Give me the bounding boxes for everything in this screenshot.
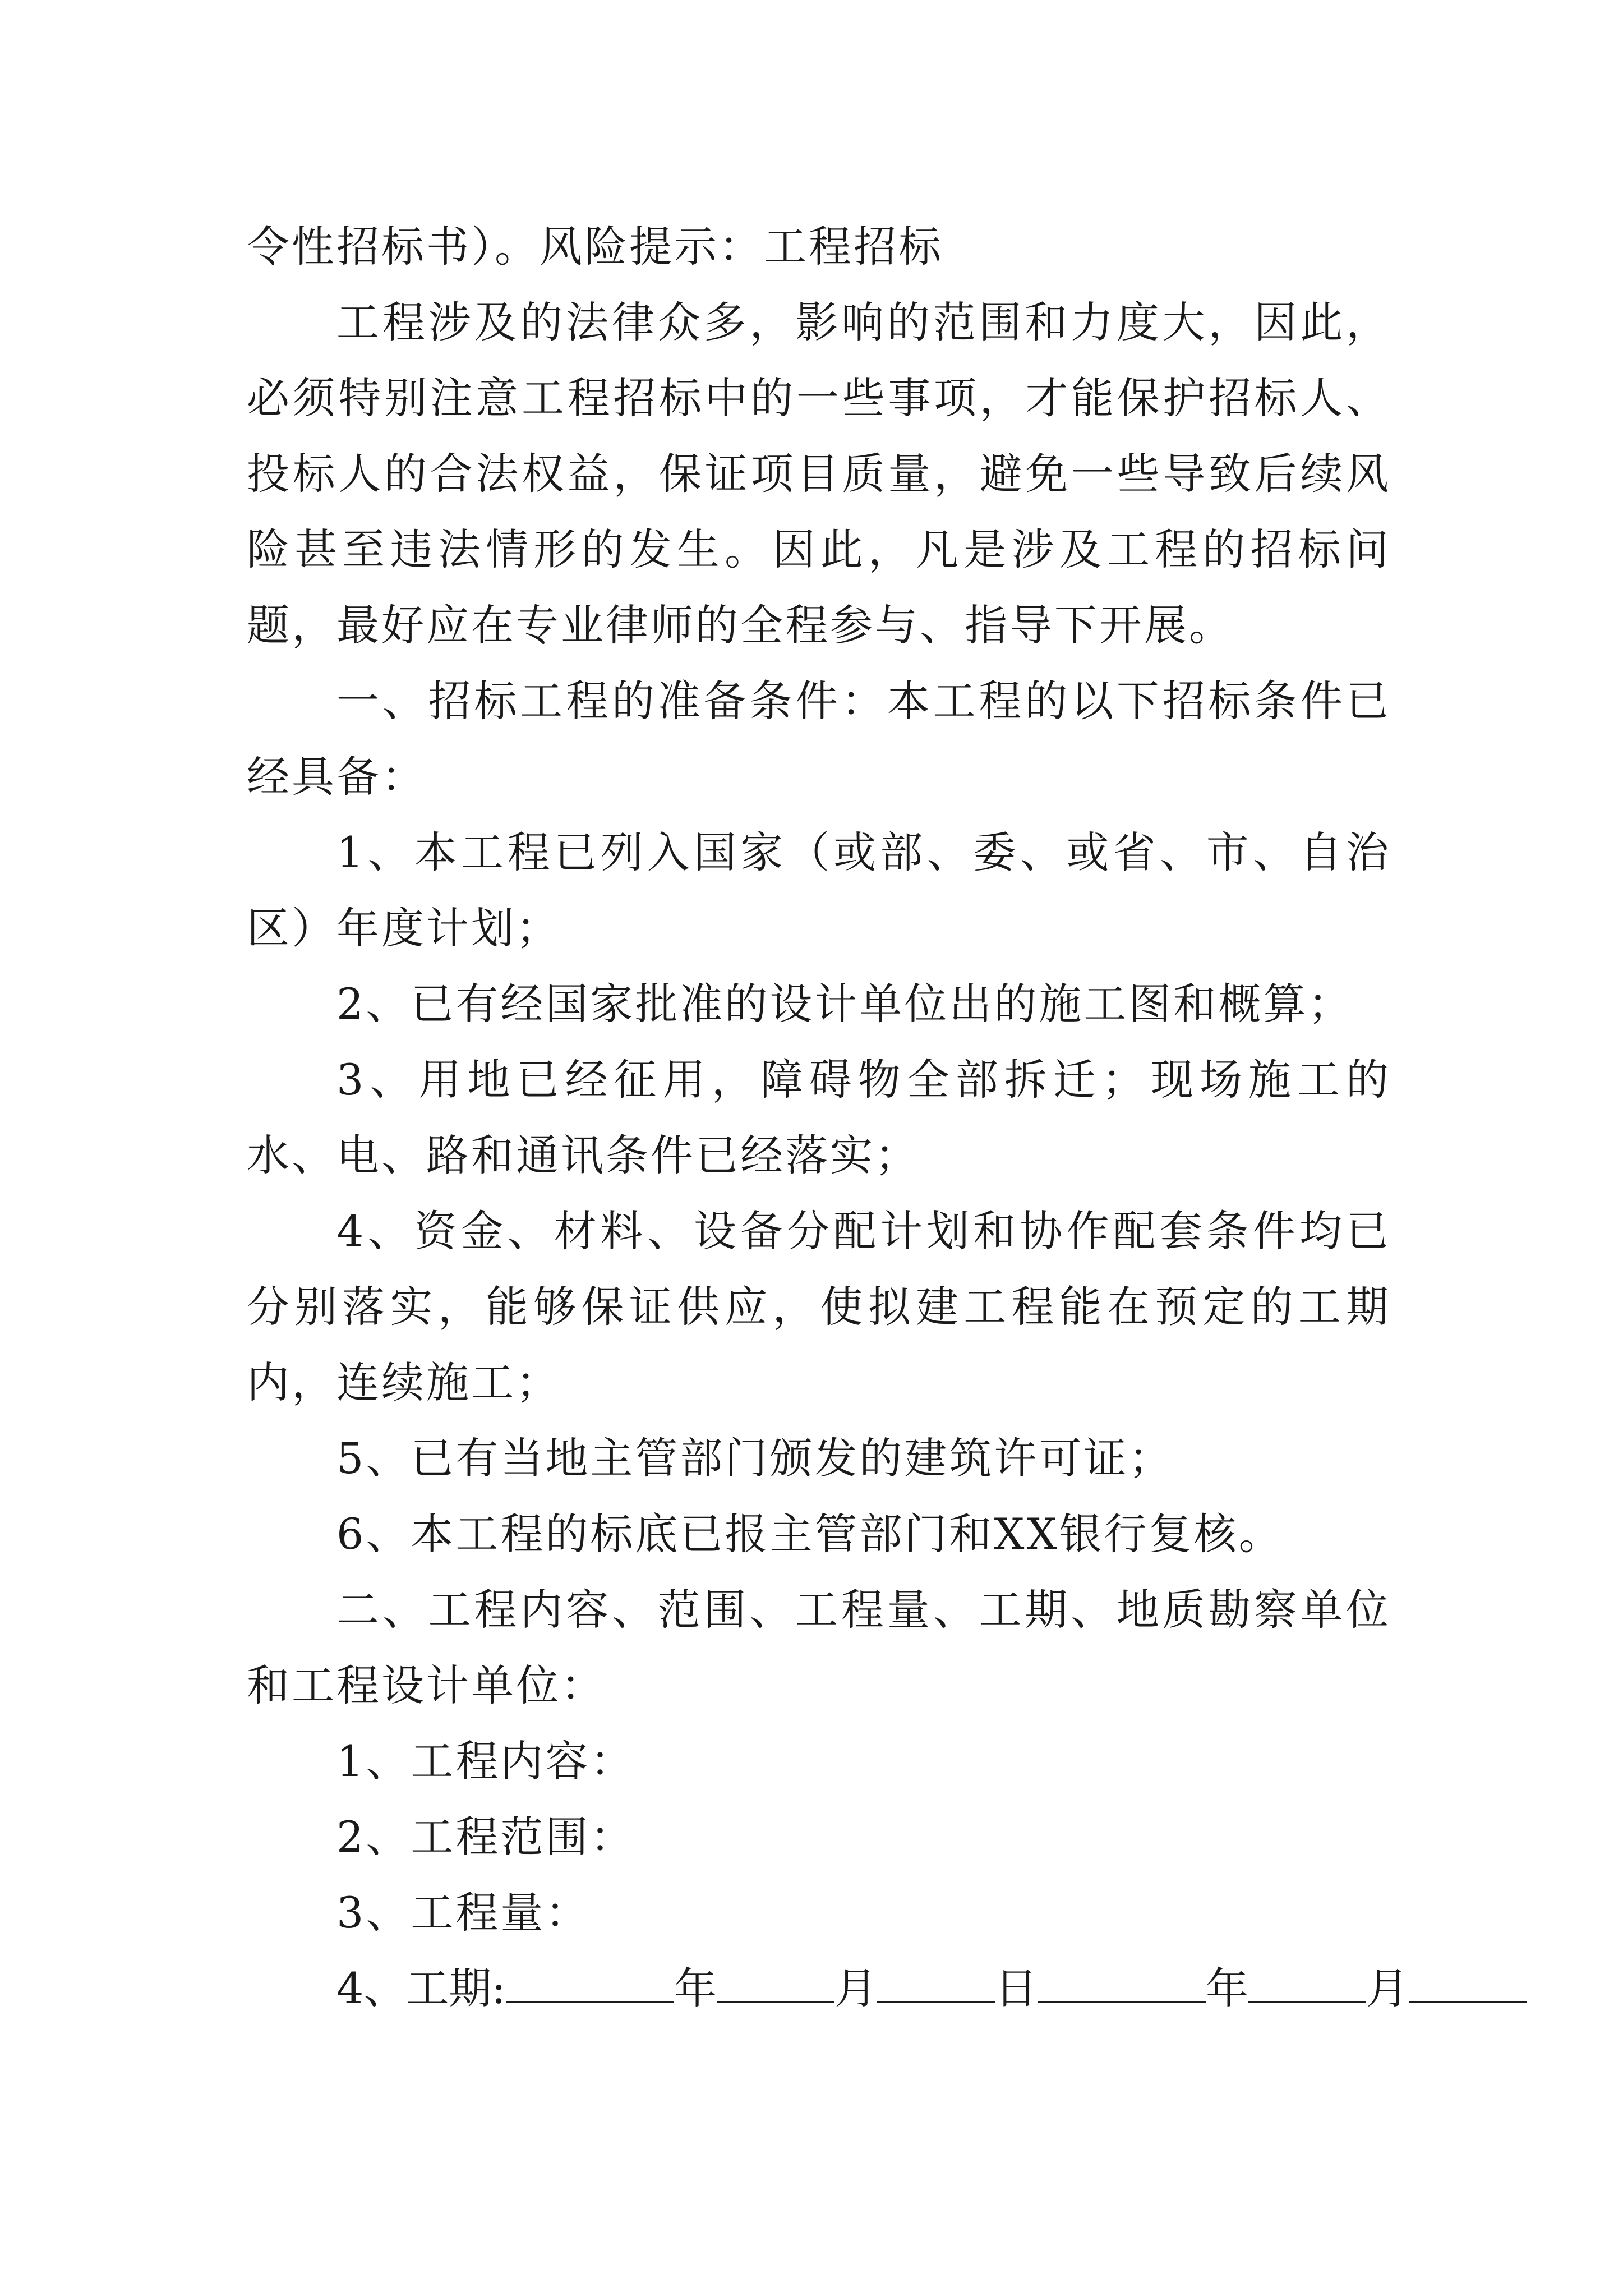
condition-item-2: 2、已有经国家批准的设计单位出的施工图和概算； [336, 979, 1353, 1029]
content-item-2: 2、工程范围： [336, 1812, 635, 1862]
content-item-3: 3、工程量： [336, 1888, 591, 1938]
condition-item-6: 6、本工程的标底已报主管部门和XX银行复核。 [336, 1509, 1284, 1559]
section-heading-content: 二、工程内容、范围、工程量、工期、地质勘察单位和工程设计单位： [247, 1585, 1391, 1710]
month-label-2: 月 [1366, 1963, 1409, 2013]
condition-item-4: 4、资金、材料、设备分配计划和协作配套条件均已分别落实，能够保证供应，使拟建工程能在预定的工期内，连续施工； [247, 1206, 1391, 1407]
year-label-1: 年 [674, 1963, 717, 2013]
schedule-label: 4、工期: [336, 1963, 506, 2013]
paragraph-continuation: 令性招标书）。风险提示：工程招标 [247, 222, 943, 272]
condition-item-3: 3、用地已经征用，障碍物全部拆迁；现场施工的水、电、路和通讯条件已经落实； [247, 1055, 1391, 1180]
condition-item-5: 5、已有当地主管部门颁发的建筑许可证； [336, 1433, 1174, 1483]
day-label-1: 日 [994, 1963, 1038, 2013]
blank-day-1 [877, 1968, 995, 2003]
year-label-2: 年 [1205, 1963, 1248, 2013]
condition-item-1: 1、本工程已列入国家（或部、委、或省、市、自治区）年度计划； [247, 827, 1391, 953]
blank-day-2 [1409, 1968, 1527, 2003]
schedule-line [247, 1950, 1409, 2026]
blank-month-1 [717, 1968, 834, 2003]
content-item-1: 1、工程内容： [336, 1736, 635, 1786]
blank-year-2 [1038, 1968, 1206, 2003]
paragraph-risk-note: 工程涉及的法律众多，影响的范围和力度大，因此，必须特别注意工程招标中的一些事项，才能保护招标人、投标人的合法权益，保证项目质量，避免一些导致后续风险甚至违法情形的发生。因此，凡是涉及工程的招标问题，最好应在专业律师的全程参与、指导下开展。 [247, 297, 1391, 650]
blank-month-2 [1248, 1968, 1366, 2003]
section-heading-preparation: 一、招标工程的准备条件：本工程的以下招标条件已经具备： [247, 676, 1391, 802]
document-body [247, 209, 1409, 2026]
blank-year-1 [506, 1968, 674, 2003]
month-label-1: 月 [834, 1963, 877, 2013]
